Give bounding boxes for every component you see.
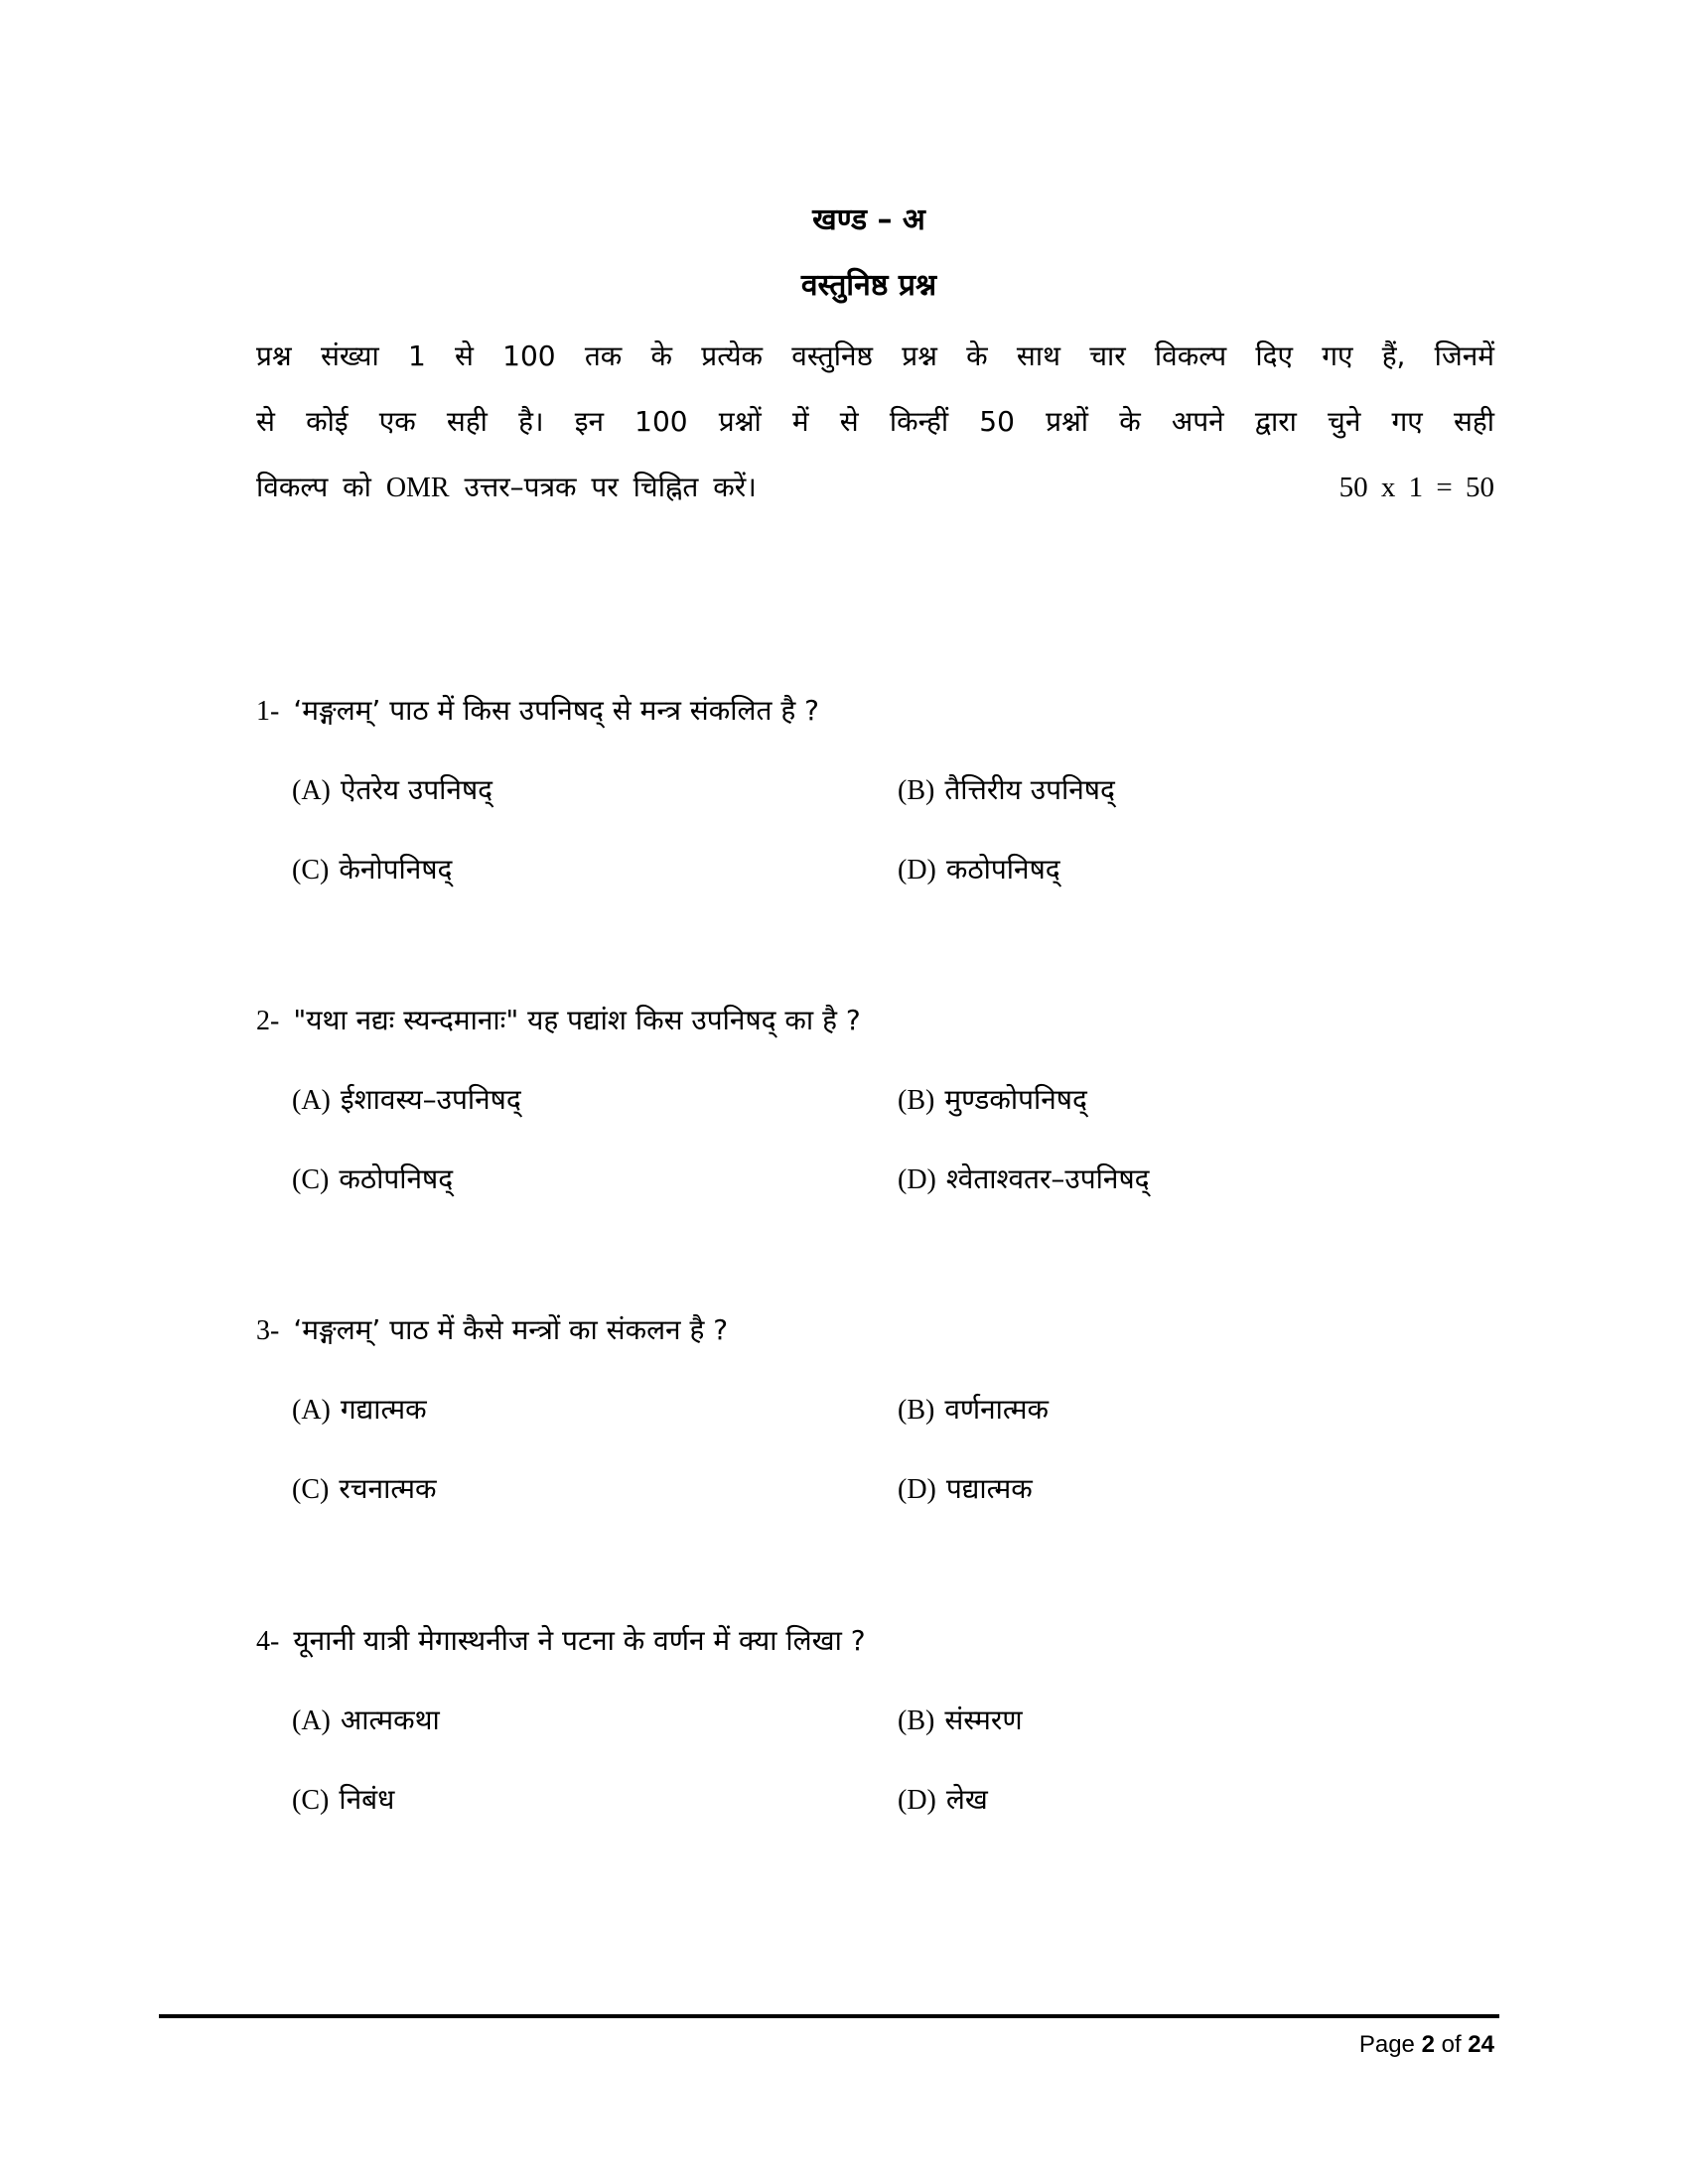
option-label: (C) [292, 1785, 330, 1816]
option-b[interactable] [898, 1390, 1049, 1431]
option-text: कठोपनिषद् [339, 1162, 454, 1195]
option-label: (B) [898, 1395, 935, 1426]
question-1 [256, 691, 1497, 929]
option-a[interactable] [292, 1701, 440, 1741]
option-label: (A) [292, 1395, 331, 1426]
option-text: रचनात्मक [339, 1472, 437, 1505]
question-number: 2- [256, 1006, 280, 1036]
question-4 [256, 1621, 1497, 1859]
option-label: (A) [292, 1085, 331, 1116]
option-c[interactable] [292, 1780, 394, 1821]
option-b[interactable] [898, 1701, 1023, 1741]
option-b[interactable] [898, 770, 1115, 811]
option-c[interactable] [292, 1160, 453, 1200]
option-text: आत्मकथा [340, 1704, 440, 1736]
option-d[interactable] [898, 1160, 1150, 1200]
total-pages: 24 [1468, 2031, 1494, 2058]
option-d[interactable] [898, 1469, 1033, 1510]
question-stem: "यथा नद्यः स्यन्दमानाः" यह पद्यांश किस उपनिषद् का है ? [293, 1004, 861, 1036]
current-page: 2 [1421, 2031, 1435, 2058]
option-text: श्वेताश्वतर–उपनिषद् [945, 1162, 1150, 1195]
page-of: of [1441, 2031, 1462, 2058]
question-number: 4- [256, 1626, 280, 1657]
page-number [1359, 2029, 1494, 2061]
option-text: संस्मरण [944, 1704, 1023, 1736]
question-text [256, 691, 819, 732]
page-prefix: Page [1358, 2031, 1415, 2058]
option-text: ईशावस्य–उपनिषद् [340, 1083, 521, 1116]
option-b[interactable] [898, 1080, 1087, 1121]
option-label: (B) [898, 1085, 935, 1116]
option-c[interactable] [292, 850, 452, 890]
option-label: (B) [898, 775, 935, 806]
question-text [256, 1310, 728, 1351]
question-text [256, 1621, 866, 1662]
instructions-line-3-pre: विकल्प को [256, 471, 371, 503]
option-label: (C) [292, 855, 330, 886]
option-label: (D) [898, 1785, 936, 1816]
option-text: ऐतरेय उपनिषद् [340, 773, 493, 806]
instructions-line-2: से कोई एक सही है। इन 100 प्रश्नों में से किन्हीं 50 प्रश्नों के अपने द्वारा चुने गए सही [256, 405, 1494, 438]
question-stem: ‘मङ्गलम्’ पाठ में किस उपनिषद् से मन्त्र संकलित है ? [293, 694, 819, 727]
option-label: (C) [292, 1164, 330, 1195]
option-text: पद्यात्मक [945, 1472, 1033, 1505]
question-number: 1- [256, 696, 280, 727]
option-text: गद्यात्मक [340, 1393, 427, 1426]
option-text: तैत्तिरीय उपनिषद् [944, 773, 1115, 806]
option-label: (A) [292, 775, 331, 806]
question-stem: यूनानी यात्री मेगास्थनीज ने पटना के वर्णन में क्या लिखा ? [293, 1624, 866, 1657]
option-text: केनोपनिषद् [339, 853, 453, 886]
option-label: (B) [898, 1706, 935, 1736]
footer-divider [159, 2014, 1499, 2018]
question-text [256, 1001, 861, 1041]
option-label: (A) [292, 1706, 331, 1736]
option-a[interactable] [292, 1390, 427, 1431]
option-d[interactable] [898, 1780, 988, 1821]
option-a[interactable] [292, 770, 492, 811]
section-heading: खण्ड – अ [812, 203, 925, 237]
option-text: कठोपनिषद् [945, 853, 1060, 886]
omr-text: OMR [385, 473, 450, 503]
instructions-line-3 [256, 455, 1494, 521]
option-a[interactable] [292, 1080, 521, 1121]
question-number: 3- [256, 1315, 280, 1346]
option-text: लेख [945, 1783, 988, 1816]
option-d[interactable] [898, 850, 1060, 890]
question-3 [256, 1310, 1497, 1549]
option-label: (C) [292, 1474, 330, 1505]
option-text: वर्णनात्मक [944, 1393, 1050, 1426]
option-label: (D) [898, 1474, 936, 1505]
instructions-paragraph [256, 324, 1494, 521]
question-2 [256, 1001, 1497, 1239]
option-label: (D) [898, 1164, 936, 1195]
option-text: निबंध [339, 1783, 395, 1816]
option-text: मुण्डकोपनिषद् [944, 1083, 1087, 1116]
instructions-line-3-post: उत्तर–पत्रक पर चिह्नित करें। [464, 471, 757, 503]
option-c[interactable] [292, 1469, 436, 1510]
instructions-line-1: प्रश्न संख्या 1 से 100 तक के प्रत्येक वस्तुनिष्ठ प्रश्न के साथ चार विकल्प दिए गए हैं, जिनमें [256, 340, 1494, 372]
section-subheading: वस्तुनिष्ठ प्रश्न [800, 268, 937, 303]
marks-formula: 50 x 1 = 50 [1338, 472, 1494, 503]
option-label: (D) [898, 855, 936, 886]
question-stem: ‘मङ्गलम्’ पाठ में कैसे मन्त्रों का संकलन है ? [293, 1313, 729, 1346]
